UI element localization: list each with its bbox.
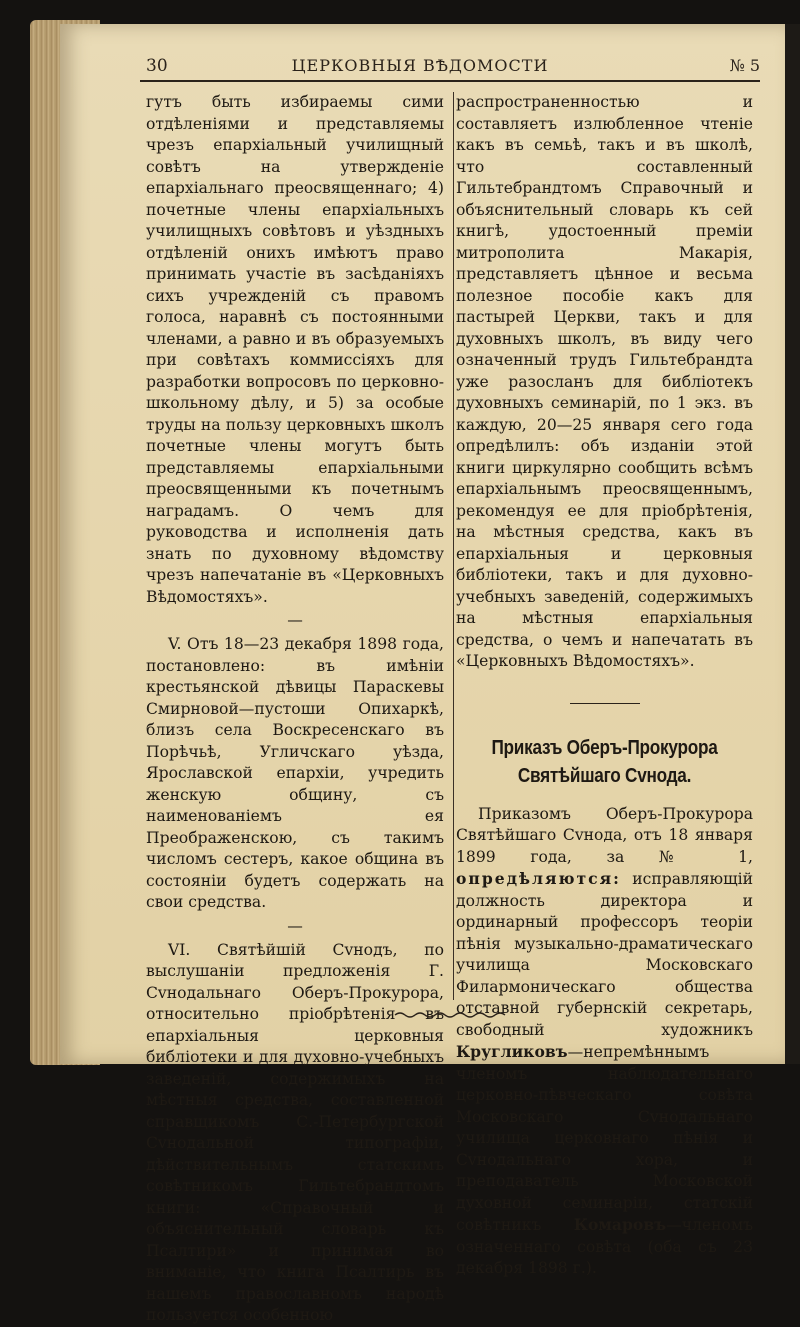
end-ornament (390, 1010, 510, 1020)
order-text: исправляющiй должность директора и ординарный профессоръ теорiи пѣнiя музыкально-драматическаго училища Московскаго Филармоническаго общества отставной губернскiй секретарь, свободный художникъ (456, 870, 753, 1039)
paragraph-continuation: гутъ быть избираемы сими отдѣленiями и представляемы чрезъ епархiальный училищный совѣтъ на утвержденiе епархiальнаго преосвященнаго; 4) почетные члены епархiальныхъ училищныхъ совѣтовъ и уѣздныхъ отдѣленiй онихъ имѣютъ право принимать участiе въ засѣданiяхъ сихъ учрежденiй съ правомъ голоса, наравнѣ съ постоянными членами, а равно и въ образуемыхъ при совѣтахъ коммиссiяхъ для разработки вопросовъ по церковно-школьному дѣлу, и 5) за особые труды на пользу церковныхъ школъ почетные члены могутъ быть представляемы епархiальными преосвященными къ почетнымъ наградамъ. О чемъ для руководства и исполненiя дать знать по духовному вѣдомству чрезъ напечатанiе въ «Церковныхъ Вѣдомостяхъ». (146, 93, 444, 606)
right-column (456, 92, 753, 1280)
paragraph-continuation: распространенностью и составляетъ излюбленное чтенiе какъ въ семьѣ, такъ и въ школѣ, что составленный Гильтебрандтомъ Справочный и объяснительный словарь къ сей книгѣ, удостоенный премiи митрополита Макарiя, представляетъ цѣнное и весьма полезное пособiе какъ для пастырей Церкви, такъ и для духовныхъ школъ, въ виду чего означенный трудъ Гильтебрандта уже разосланъ для библiотекъ духовныхъ семинарiй, по 1 экз. въ каждую, 20—25 января сего года опредѣлилъ: объ изданiи этой книги циркулярно сообщить всѣмъ епархiальнымъ преосвященнымъ, рекомендуя ее для прiобрѣтенiя, на мѣстныя средства, какъ въ епархiальныя и церковныя библiотеки, такъ и для духовно-учебныхъ заведенiй, содержимыхъ на мѣстныя епархiальныя средства, о чемъ и напечатать въ «Церковныхъ Вѣдомостяхъ». (456, 93, 753, 670)
order-text: —членомъ означеннаго совѣта (оба съ 23 декабря 1898 г.). (456, 1216, 753, 1277)
person-name: Кругликовъ (456, 1042, 568, 1061)
left-column (146, 92, 444, 1327)
paragraph-order (456, 804, 753, 1280)
background-strip (785, 24, 800, 1064)
page-header (80, 54, 760, 80)
order-heading: Приказъ Оберъ-Прокурора Святѣйшаго Сvнода. (491, 736, 718, 787)
section-separator: — (287, 611, 303, 629)
paragraph-section-vi: VI. Святѣйшiй Сvнодъ, по выслушанiи предложенiя Г. Сvнодальнаго Оберъ-Прокурора, относительно прiобрѣтенiя въ епархiальныя церковныя библiотеки и для духовно-учебныхъ заведенiй, содержимыхъ на мѣстныя средства, составленной справщикомъ С.-Петербургской Сvнодальной типографiи, дѣйствительнымъ статскимъ совѣтникомъ Гильтебрандтомъ книги: «Справочный и объяснительный словарь къ Псалтири» и принимая во вниманiе, что книга Псалтирь въ нашемъ православномъ народѣ пользуется особенною (146, 940, 444, 1324)
journal-title: ЦЕРКОВНЫЯ ВѢДОМОСТИ (291, 56, 549, 75)
order-text: Приказомъ Оберъ-Прокурора Святѣйшаго Сvнода, отъ 18 января 1899 года, за № 1, (456, 804, 753, 866)
order-keyword: опредѣляются: (456, 869, 621, 888)
page-number: 30 (146, 56, 168, 76)
header-rule (140, 80, 760, 82)
paragraph-section-v: V. Отъ 18—23 декабря 1898 года, постановлено: въ имѣнiи крестьянской дѣвицы Параскевы Смирновой—пустоши Опихаркѣ, близъ села Воскресенскаго въ Порѣчьѣ, Угличскаго уѣзда, Ярославской епархiи, учредить женскую общину, съ наименованiемъ ея Преображенскою, съ такимъ числомъ сестеръ, какое община въ состоянiи будетъ содержать на свои средства. (146, 635, 444, 911)
section-rule (570, 703, 640, 704)
issue-number: № 5 (729, 56, 760, 75)
section-separator: — (287, 916, 303, 935)
person-name: Комаровъ (573, 1215, 667, 1234)
order-text: —непремѣннымъ членомъ наблюдательнаго церковно-пѣвческаго совѣта Московскаго Сvнодальнаго училища церковнаго пѣнiя и Сvнодальнаго хора, и преподаватель Московской духовной семинарiи, статскiй совѣтникъ (456, 1043, 753, 1234)
column-divider (453, 92, 454, 1000)
